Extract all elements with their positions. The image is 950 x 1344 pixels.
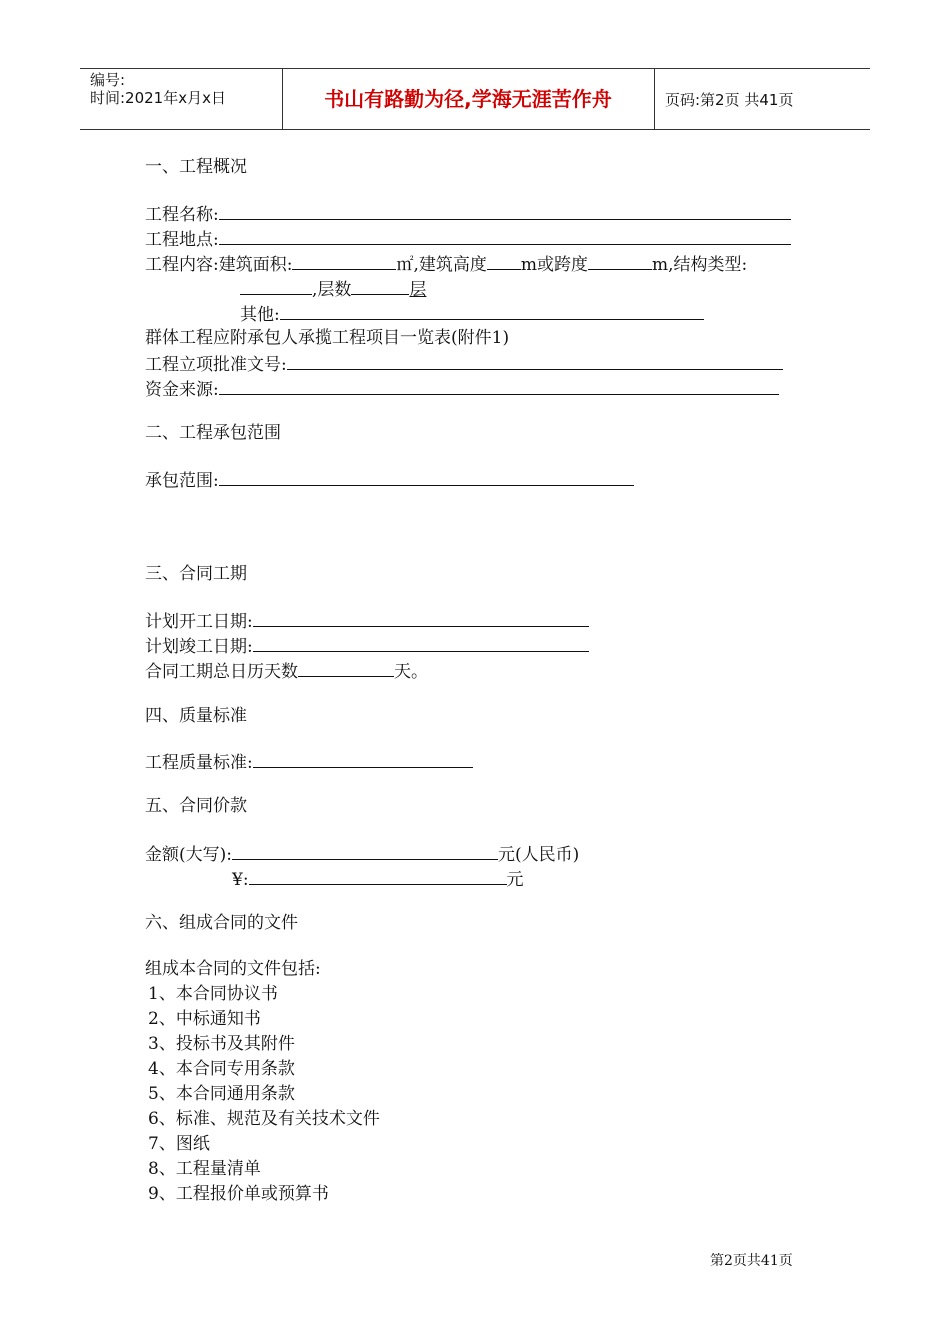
floors-label: ,层数 [312, 280, 352, 300]
start-date-row [145, 610, 589, 632]
building-height-field[interactable] [487, 253, 521, 270]
total-days-row [145, 660, 428, 682]
approval-number-row [145, 353, 783, 375]
approval-number-field[interactable] [287, 353, 783, 370]
document-list-item: 2、中标通知书 [148, 1009, 261, 1029]
amount-words-label: 金额(大写): [145, 845, 232, 865]
scope-label: 承包范围: [145, 471, 219, 491]
structure-floors-row [240, 278, 426, 300]
header-divider [654, 69, 655, 129]
documents-intro: 组成本合同的文件包括: [145, 959, 321, 979]
document-list-item: 5、本合同通用条款 [148, 1084, 295, 1104]
number-label: 编号: [90, 71, 126, 89]
document-list-item: 6、标准、规范及有关技术文件 [148, 1109, 380, 1129]
amount-figure-unit: 元 [506, 870, 524, 890]
section-heading: 五、合同价款 [145, 796, 247, 816]
document-list-item: 3、投标书及其附件 [148, 1034, 295, 1054]
building-area-field[interactable] [292, 253, 396, 270]
finish-date-row [145, 635, 589, 657]
floors-unit-label: 层 [409, 280, 427, 300]
amount-words-row [145, 843, 579, 865]
quality-standard-row [145, 751, 473, 773]
start-date-label: 计划开工日期: [145, 612, 253, 632]
quality-standard-label: 工程质量标准: [145, 753, 253, 773]
page-header [80, 68, 870, 130]
finish-date-label: 计划竣工日期: [145, 637, 253, 657]
project-location-row [145, 228, 791, 250]
project-name-label: 工程名称: [145, 205, 219, 225]
fund-source-row [145, 378, 779, 400]
floors-field[interactable] [351, 278, 409, 295]
amount-words-field[interactable] [232, 843, 498, 860]
header-motto: 书山有路勤为径,学海无涯苦作舟 [324, 87, 612, 111]
fund-source-label: 资金来源: [145, 380, 219, 400]
time-label: 时间:2021年x月x日 [90, 89, 226, 107]
span-unit-label: m,结构类型: [652, 255, 748, 275]
header-page-label: 页码:第2页 共41页 [665, 91, 794, 109]
project-location-label: 工程地点: [145, 230, 219, 250]
approval-number-label: 工程立项批准文号: [145, 355, 287, 375]
document-list-item: 7、图纸 [148, 1134, 210, 1154]
document-list-item: 4、本合同专用条款 [148, 1059, 295, 1079]
scope-field[interactable] [219, 469, 634, 486]
area-unit-label: ㎡,建筑高度 [396, 255, 487, 275]
section-heading: 一、工程概况 [145, 157, 247, 177]
finish-date-field[interactable] [253, 635, 589, 652]
section-heading: 三、合同工期 [145, 564, 247, 584]
days-unit-label: 天。 [394, 662, 428, 682]
project-name-row [145, 203, 791, 225]
amount-figure-label: ¥: [232, 870, 249, 890]
section-heading: 二、工程承包范围 [145, 423, 281, 443]
project-content-row [145, 253, 747, 275]
project-location-field[interactable] [219, 228, 791, 245]
document-list-item: 9、工程报价单或预算书 [148, 1184, 329, 1204]
footer-page-number: 第2页共41页 [710, 1253, 793, 1269]
total-days-field[interactable] [298, 660, 394, 677]
section-heading: 六、组成合同的文件 [145, 913, 298, 933]
group-project-note: 群体工程应附承包人承揽工程项目一览表(附件1) [145, 328, 510, 348]
structure-type-field[interactable] [240, 278, 312, 295]
amount-figure-field[interactable] [249, 868, 507, 885]
project-content-label: 工程内容:建筑面积: [145, 255, 293, 275]
other-label: 其他: [240, 305, 280, 325]
height-unit-label: m或跨度 [520, 255, 588, 275]
start-date-field[interactable] [253, 610, 589, 627]
project-name-field[interactable] [219, 203, 791, 220]
amount-words-unit: 元(人民币) [498, 845, 580, 865]
fund-source-field[interactable] [219, 378, 779, 395]
scope-row [145, 469, 634, 491]
document-list-item: 1、本合同协议书 [148, 984, 278, 1004]
span-field[interactable] [588, 253, 652, 270]
other-field[interactable] [280, 303, 704, 320]
amount-figure-row [232, 868, 524, 890]
other-row [240, 303, 704, 325]
document-list-item: 8、工程量清单 [148, 1159, 261, 1179]
quality-standard-field[interactable] [253, 751, 473, 768]
total-days-label: 合同工期总日历天数 [145, 662, 298, 682]
header-meta [90, 71, 226, 107]
section-heading: 四、质量标准 [145, 706, 247, 726]
